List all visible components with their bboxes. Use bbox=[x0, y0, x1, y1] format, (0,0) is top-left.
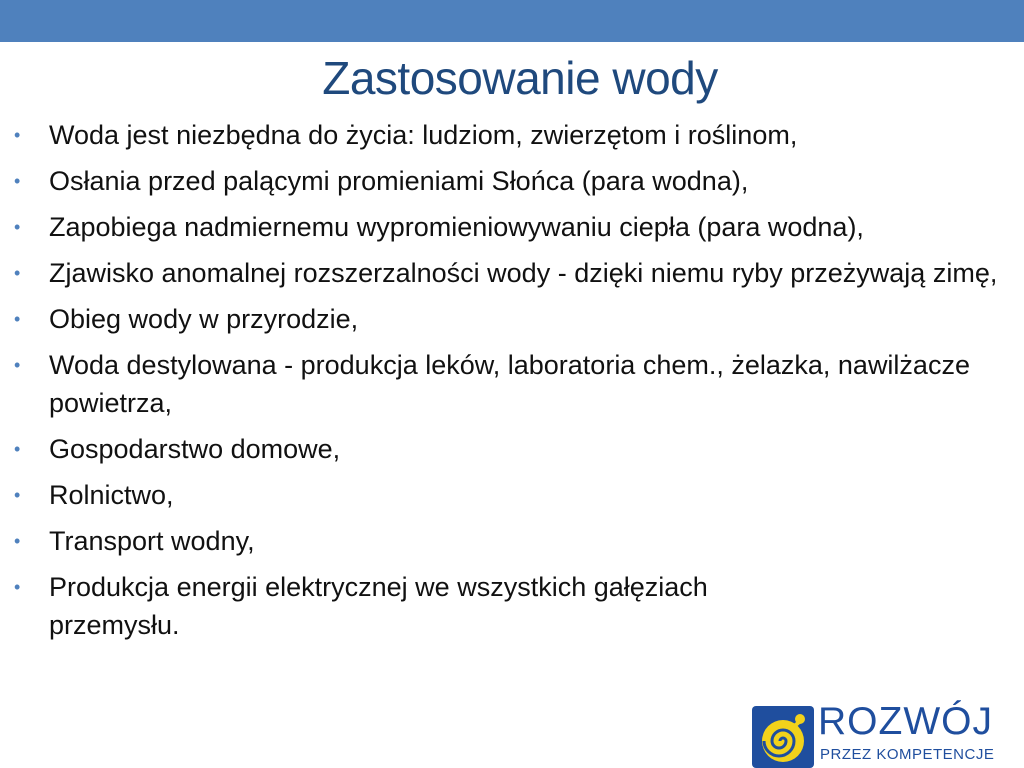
bullet-item bbox=[0, 346, 1010, 422]
bullet-icon: • bbox=[14, 355, 21, 375]
bullet-icon: • bbox=[14, 485, 21, 505]
bullet-item bbox=[0, 476, 1010, 514]
logo-subtitle: PRZEZ KOMPETENCJE bbox=[820, 746, 995, 763]
bullet-text: Produkcja energii elektrycznej we wszystkich gałęziach przemysłu. bbox=[49, 572, 708, 640]
bullet-text: Zjawisko anomalnej rozszerzalności wody - dzięki niemu ryby przeżywają zimę, bbox=[49, 258, 998, 288]
bullet-icon: • bbox=[14, 439, 21, 459]
top-accent-bar bbox=[0, 0, 1024, 42]
bullet-item bbox=[0, 300, 1010, 338]
bullet-list bbox=[0, 116, 1010, 652]
bullet-icon: • bbox=[14, 171, 21, 191]
logo-wordmark: ROZWÓJ bbox=[818, 700, 993, 743]
bullet-text: Transport wodny, bbox=[49, 526, 255, 556]
bullet-item bbox=[0, 430, 1010, 468]
bullet-item bbox=[0, 522, 1010, 560]
bullet-icon: • bbox=[14, 125, 21, 145]
bullet-icon: • bbox=[14, 309, 21, 329]
bullet-item bbox=[0, 208, 1010, 246]
bullet-item bbox=[0, 162, 1010, 200]
bullet-item bbox=[0, 254, 1010, 292]
bullet-text: Gospodarstwo domowe, bbox=[49, 434, 341, 464]
bullet-item bbox=[0, 568, 749, 644]
slide-title: Zastosowanie wody bbox=[322, 52, 718, 104]
rozwoj-logo bbox=[752, 700, 1024, 768]
bullet-icon: • bbox=[14, 217, 21, 237]
bullet-item bbox=[0, 116, 1010, 154]
bullet-text: Zapobiega nadmiernemu wypromieniowywaniu ciepła (para wodna), bbox=[49, 212, 864, 242]
bullet-text: Osłania przed palącymi promieniami Słońca (para wodna), bbox=[49, 166, 749, 196]
yellow-spiral-figure-icon bbox=[752, 706, 814, 768]
bullet-text: Woda jest niezbędna do życia: ludziom, zwierzętom i roślinom, bbox=[49, 120, 798, 150]
bullet-text: Rolnictwo, bbox=[49, 480, 174, 510]
bullet-icon: • bbox=[14, 531, 21, 551]
bullet-text: Woda destylowana - produkcja leków, laboratoria chem., żelazka, nawilżacze powietrza, bbox=[49, 350, 970, 418]
bullet-text: Obieg wody w przyrodzie, bbox=[49, 304, 359, 334]
bullet-icon: • bbox=[14, 577, 21, 597]
bullet-icon: • bbox=[14, 263, 21, 283]
